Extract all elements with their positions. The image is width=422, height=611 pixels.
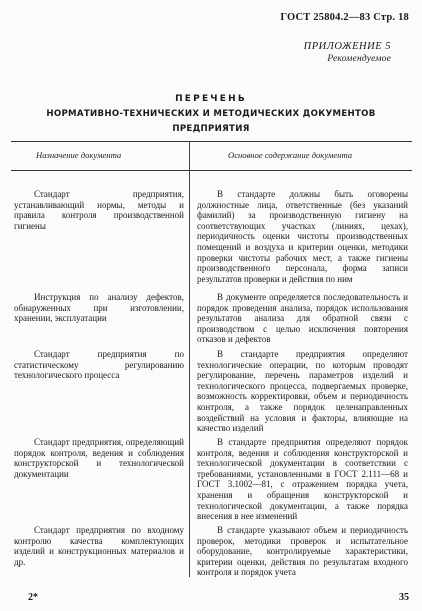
appendix-status: Рекомендуемое (327, 54, 391, 64)
table-cell-content: В стандарте предприятия определяют порядок контроля, ведения и соблюдения конструкторской и технологической документации в соответствии с требованиями, установленными в ГОСТ 2.111—68 и ГОСТ 3.1002—81, с отражением порядка учета, хранения и обращения конструкторской и технологической документации, а также порядка внесения в нее изменений (197, 437, 408, 522)
title-line-2: НОРМАТИВНО-ТЕХНИЧЕСКИХ И МЕТОДИЧЕСКИХ ДОКУМЕНТОВ (46, 109, 376, 119)
footer-signature-mark: 2* (28, 592, 38, 603)
table-cell-content: В стандарте предприятия определяют технологические операции, по которым проводят регулирование, перечень параметров изделий и технологического процесса, подвергаемых проверке, возможность корректировки, объем и периодичность контроля, а также порядок целенаправленных воздействий на условия и факторы, влияющие на качество изделий (197, 349, 408, 434)
table-cell-purpose: Стандарт предприятия по входному контролю качества комплектующих изделий и конструкционных материалов и др. (14, 525, 184, 567)
table-top-rule (11, 141, 412, 142)
running-header: ГОСТ 25804.2—83 Стр. 18 (280, 12, 409, 23)
table-cell-content: В стандарте должны быть оговорены должностные лица, ответственные (без указаний фамилий) за производственную гигиену на соответствующих участках (линиях, цехах), периодичность оценки чистоты производственных помещений и воздуха и критерии оценки, методики проверки чистоты рабочих мест, а также гигиены производственного персонала, форма записи результатов проверки и действия по ним (197, 189, 408, 284)
title-line-3: ПРЕДПРИЯТИЯ (172, 124, 250, 134)
column-header-purpose: Назначение документа (36, 150, 122, 160)
table-header-rule (11, 170, 412, 171)
document-title (0, 92, 422, 137)
column-divider (189, 141, 190, 577)
table-cell-content: В стандарте указывают объем и периодичность проверок, методики проверок и испытательное оборудование, контролируемые характеристики, критерии оценки, действия по результатам входного контроля и порядок учета (197, 525, 408, 578)
appendix-label: ПРИЛОЖЕНИЕ 5 (303, 41, 391, 52)
column-header-content: Основное содержание документа (228, 150, 353, 160)
table-cell-content: В документе определяется последовательность и порядок проведения анализа, порядок использования результатов анализа для обратной связи с производством с целью исключения повторения отказов и дефектов (197, 292, 408, 345)
table-cell-purpose: Стандарт предприятия, устанавливающий нормы, методы и правила контроля производственной гигиены (14, 189, 184, 231)
title-line-1: ПЕРЕЧЕНЬ (175, 94, 247, 104)
table-cell-purpose: Инструкция по анализу дефектов, обнаруженных при изготовлении, хранении, эксплуатации (14, 292, 184, 324)
table-cell-purpose: Стандарт предприятия, определяющий порядок контроля, ведения и соблюдения конструкторской и технологической документации (14, 437, 184, 479)
page-number: 35 (399, 592, 409, 603)
appendix-block (304, 40, 391, 66)
table-cell-purpose: Стандарт предприятия по статистическому регулированию технологического процесса (14, 349, 184, 381)
